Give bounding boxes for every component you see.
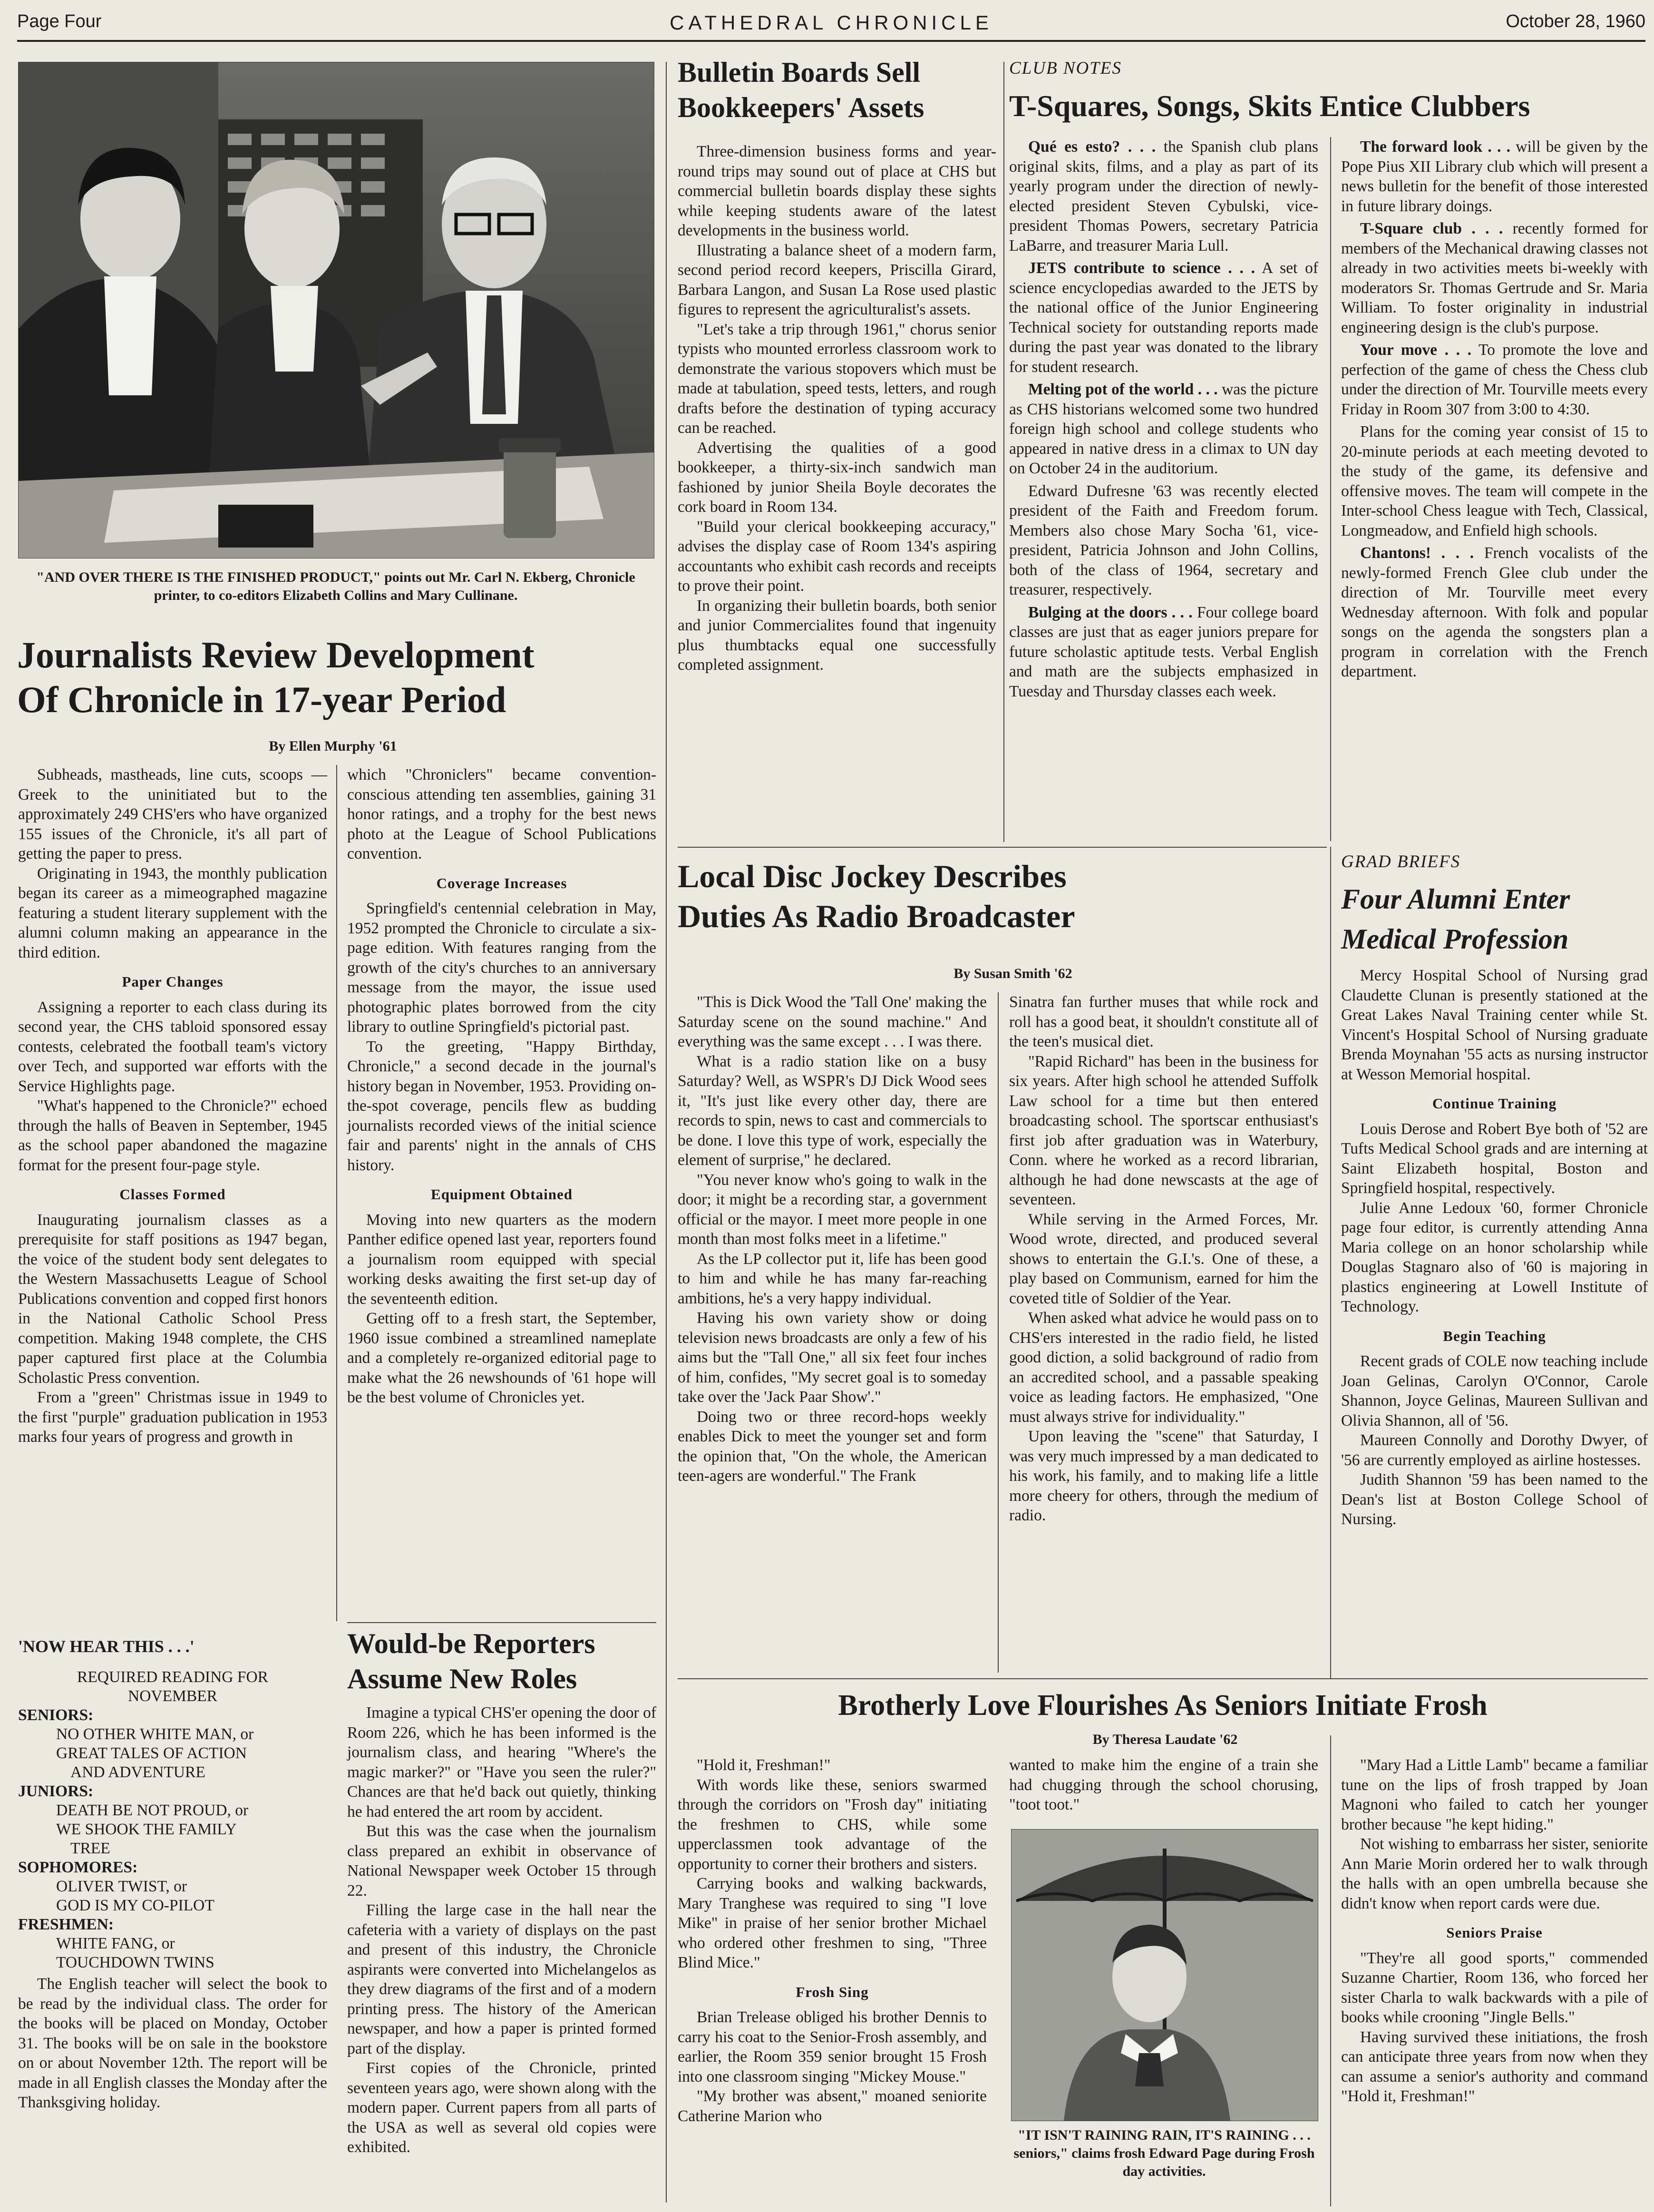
paragraph: Filling the large case in the hall near the cafeteria with a variety of displays on the past and present of this industry, the Chronicle aspirants were converted into Michelangelos as they drew diagrams of the first and of a modern printing press. The history of the American newspaper, and how a paper is printed formed part of the display. <box>347 1901 656 2057</box>
frosh-column-2 <box>1009 1755 1318 1815</box>
journalists-headline <box>17 633 664 722</box>
paragraph: Mercy Hospital School of Nursing grad Claudette Clunan is presently stationed at the Great Lakes Naval Training center while St. Vincent's Hospital School of Nursing graduate Brenda Moynahan '55 acts as nursing instructor at Wesson Memorial hospital. <box>1341 967 1648 1083</box>
reading-title: 'NOW HEAR THIS . . .' <box>18 1637 195 1656</box>
paragraph: "What's happened to the Chronicle?" echoed through the halls of Beaven in September, 1945 as the school paper abandoned the magazine format for the present four-page style. <box>18 1097 327 1174</box>
grad-headline-line2: Medical Profession <box>1341 923 1569 955</box>
paragraph: Julie Anne Ledoux '60, former Chronicle page four editor, is currently attending Anna Maria college on an honor scholarship while Douglas Stagnaro also of '60 is majoring in plastics engineering at Lowell Institute of Technology. <box>1341 1199 1648 1315</box>
paragraph: Moving into new quarters as the modern Panther edifice opened last year, reporters found a journalism room equipped with special working desks awaiting the first set-up day of the seventeenth edition. <box>347 1211 656 1308</box>
reading-note-wrap <box>18 1974 327 2113</box>
paragraph: which "Chroniclers" became convention-conscious attending ten assemblies, gaining 31 honor ratings, and a trophy for the best news photo at the League of School Publications convention. <box>347 766 656 862</box>
issue-date: October 28, 1960 <box>1506 11 1645 31</box>
paragraph: "You never know who's going to walk in the door; it might be a recording star, a government official or the mayor. I meet more people in one month than most folks meet in a lifetime." <box>678 1171 987 1248</box>
photo-printer-caption: "AND OVER THERE IS THE FINISHED PRODUCT," points out Mr. Carl N. Ekberg, Chronicle printer, to co-editors Elizabeth Collins and Mary Cullinane. <box>36 569 635 603</box>
bulletin-headline-line1: Bulletin Boards Sell <box>678 57 921 88</box>
paper-name: CATHEDRAL CHRONICLE <box>670 11 993 34</box>
journalists-column-rule <box>336 765 337 1621</box>
paragraph: "This is Dick Wood the 'Tall One' making the Saturday scene on the sound machine." And everything was the same except . . . I was there. <box>678 993 987 1050</box>
paragraph-lead: Chantons! . . . <box>1360 544 1474 562</box>
paragraph-lead: JETS contribute to science . . . <box>1028 259 1255 277</box>
clubs-column-1 <box>1009 137 1318 704</box>
frosh-column-3 <box>1341 1755 1648 2106</box>
reading-item: GOD IS MY CO-PILOT <box>56 1897 214 1914</box>
paragraph: But this was the case when the journalism class prepared an exhibit in observance of National Newspaper week October 15 through 22. <box>347 1822 656 1899</box>
paragraph: In organizing their bulletin boards, both senior and junior Commercialites found that ingenuity plus thumbtacks equal one successfully completed assignment. <box>678 597 996 674</box>
grad-rule <box>1330 847 1331 1679</box>
reading-heading: REQUIRED READING FOR NOVEMBER <box>77 1668 268 1705</box>
paragraph: Brian Trelease obliged his brother Dennis to carry his coat to the Senior-Frosh assembly, and earlier, the Room 359 senior brought 15 Frosh into one classroom singing "Mickey Mouse." <box>678 2008 987 2085</box>
clubs-column-2 <box>1341 137 1648 685</box>
paragraph: The forward look . . . will be given by the Pope Pius XII Library club which will present a news bulletin for the benefit of those interested in future library doings. <box>1341 138 1648 215</box>
paragraph-lead: T-Square club . . . <box>1360 220 1503 237</box>
paragraph: Edward Dufresne '63 was recently elected president of the Faith and Freedom forum. Members also chose Mary Socha '61, vice-president, Patricia Johnson and John Collins, both of the class of 1964, secretary and treasurer, respectively. <box>1009 482 1318 598</box>
paragraph: Maureen Connolly and Dorothy Dwyer, of '56 are currently employed as airline hostesses. <box>1341 1431 1648 1469</box>
paragraph: While serving in the Armed Forces, Mr. Wood wrote, directed, and produced several shows to entertain the G.I.'s. One of these, a play based on Communism, earned for him the coveted title of Soldier of the Year. <box>1009 1210 1318 1307</box>
paragraph: Inaugurating journalism classes as a prerequisite for staff positions as 1947 began, the voice of the student body sent delegates to the Western Massachusetts League of School Publications convention and copped first honors in the National Catholic School Press competition. Making 1948 complete, the CHS paper captured first place at the Columbia Scholastic Press convention. <box>18 1211 327 1387</box>
paragraph: To the greeting, "Happy Birthday, Chronicle," a second decade in the journal's history began in November, 1953. Providing on-the-spot coverage, pencils flew as budding journalists recorded views of the initial science fair and parents' night in the annals of CHS history. <box>347 1037 656 1174</box>
reporters-headline <box>347 1626 656 1696</box>
paragraph: Chantons! . . . French vocalists of the newly-formed French Glee club under the direction of Mr. Tourville meet every Wednesday afternoon. With folk and popular songs on the agenda the songsters plan a program in correlation with the French department. <box>1341 544 1648 680</box>
paragraph: T-Square club . . . recently formed for members of the Mechanical drawing classes not already in two activities meets bi-weekly with moderators Sr. Thomas Gertrude and Sr. Maria William. To foster originality in industrial engineering design is the club's purpose. <box>1341 220 1648 336</box>
reading-item: NO OTHER WHITE MAN, or <box>56 1725 254 1743</box>
paragraph: As the LP collector put it, life has been good to him and while he has many far-reaching ambitions, he's a very happy individual. <box>678 1250 987 1307</box>
subhead: Equipment Obtained <box>431 1186 573 1203</box>
subhead: Coverage Increases <box>436 874 567 891</box>
reading-groups <box>18 1706 327 1972</box>
subhead: Paper Changes <box>122 973 224 990</box>
bulletin-rule <box>1003 62 1004 842</box>
reading-item: AND ADVENTURE <box>70 1763 205 1781</box>
paragraph: "They're all good sports," commended Suzanne Chartier, Room 136, who forced her sister Charla to walk backwards with a pile of books while crooning "Jingle Bells." <box>1341 1949 1648 2026</box>
reading-item: DEATH BE NOT PROUD, or <box>56 1801 249 1819</box>
paragraph-lead: Qué es esto? . . . <box>1028 138 1156 156</box>
paragraph: Doing two or three record-hops weekly enables Dick to meet the younger set and form the opinion that, "On the whole, the American teen-agers are wonderful." The Frank <box>678 1408 987 1485</box>
journalists-headline-line2: Of Chronicle in 17-year Period <box>17 679 506 720</box>
reading-group-label: FRESHMEN: <box>18 1916 114 1933</box>
paragraph: wanted to make him the engine of a train she had chugging through the school chorusing, "toot toot." <box>1009 1756 1318 1813</box>
paragraph-lead: Melting pot of the world . . . <box>1028 381 1218 398</box>
masthead <box>17 9 1645 42</box>
paragraph: Assigning a reporter to each class during its second year, the CHS tabloid sponsored essay contests, celebrated the football team's victory over Tech, and supported war efforts with the Service Highlights page. <box>18 998 327 1095</box>
paragraph: With words like these, seniors swarmed through the corridors on "Frosh day" initiating the freshmen to CHS, while some upperclassmen took advantage of the opportunity to corner their brothers and sisters. <box>678 1776 987 1873</box>
subhead: Seniors Praise <box>1446 1924 1543 1941</box>
paragraph: Plans for the coming year consist of 15 to 20-minute periods at each meeting devoted to the study of the game, its defensive and offensive moves. The team will compete in the Inter-school Chess league with Tech, Classical, Longmeadow, and Enfield high schools. <box>1341 423 1648 539</box>
reporters-headline-line1: Would-be Reporters <box>347 1628 595 1659</box>
journalists-byline: By Ellen Murphy '61 <box>269 738 397 754</box>
reading-item: TOUCHDOWN TWINS <box>56 1954 214 1971</box>
paragraph: Upon leaving the "scene" that Saturday, I was very much impressed by a man dedicated to his work, his family, and to making life a little more cheery for others, through the medium of radio. <box>1009 1428 1318 1524</box>
grad-body <box>1341 966 1648 1529</box>
reading-item: TREE <box>70 1840 110 1857</box>
paragraph: When asked what advice he would pass on to CHS'ers interested in the radio field, he listed good diction, a solid background of radio from an accredited school, and a passable speaking voice as leading factors. He emphasized, "One must always strive for individuality." <box>1009 1309 1318 1426</box>
frosh-headline: Brotherly Love Flourishes As Seniors Initiate Frosh <box>838 1689 1488 1722</box>
journalists-headline-line1: Journalists Review Development <box>17 634 535 675</box>
reporters-top-rule <box>347 1622 656 1623</box>
grad-headline-line1: Four Alumni Enter <box>1341 883 1570 915</box>
photo-printer-editors-image <box>19 62 654 558</box>
disc-column-2 <box>1009 992 1318 1526</box>
paragraph: Judith Shannon '59 has been named to the Dean's list at Boston College School of Nursing. <box>1341 1471 1648 1528</box>
subhead: Classes Formed <box>119 1186 226 1203</box>
disc-headline-line1: Local Disc Jockey Describes <box>678 858 1067 894</box>
bulletin-headline <box>678 55 996 125</box>
photo-printer-editors <box>18 62 654 558</box>
left-section-rule <box>666 62 667 2202</box>
paragraph-lead: The forward look . . . <box>1360 138 1511 156</box>
paragraph: "My brother was absent," moaned seniorite Catherine Marion who <box>678 2087 987 2125</box>
reading-box <box>18 1636 327 2113</box>
paragraph: Advertising the qualities of a good bookkeeper, a thirty-six-inch sandwich man fashioned by junior Sheila Boyle decorates the cork board in Room 134. <box>678 439 996 516</box>
clubs-kicker: CLUB NOTES <box>1009 59 1122 78</box>
journalists-column-1 <box>18 765 327 1447</box>
grad-kicker: GRAD BRIEFS <box>1341 852 1461 871</box>
subhead: Begin Teaching <box>1443 1327 1546 1344</box>
bulletin-headline-line2: Bookkeepers' Assets <box>678 92 924 123</box>
paragraph-lead: Your move . . . <box>1360 341 1472 359</box>
journalists-column-2 <box>347 765 656 1408</box>
photo-frosh-umbrella <box>1011 1829 1318 2121</box>
reading-list <box>18 1668 327 1972</box>
reading-item: GREAT TALES OF ACTION <box>56 1744 247 1762</box>
frosh-byline: By Theresa Laudate '62 <box>1092 1732 1238 1747</box>
paragraph: Not wishing to embarrass her sister, seniorite Ann Marie Morin ordered her to walk through the halls with an open umbrella because she didn't know when report cards were due. <box>1341 1835 1648 1912</box>
reporters-body <box>347 1703 656 2157</box>
reading-group-label: JUNIORS: <box>18 1782 94 1800</box>
reading-item: OLIVER TWIST, or <box>56 1878 187 1895</box>
paragraph: Originating in 1943, the monthly publication began its career as a mimeographed magazine featuring a student literary supplement with the alumni column making an appearance in the third edition. <box>18 864 327 961</box>
frosh-column-1 <box>678 1755 987 2126</box>
frosh-photo-caption: "IT ISN'T RAINING RAIN, IT'S RAINING . . . seniors," claims frosh Edward Page during Frosh day activities. <box>1013 2127 1315 2179</box>
paragraph: Three-dimension business forms and year-round trips may sound out of place at CHS but commercial bulletin boards display these sights while keeping students aware of the latest developments in the business world. <box>678 143 996 239</box>
paragraph: Bulging at the doors . . . Four college board classes are just that as eager juniors prepare for future scholastic aptitude tests. Verbal English and math are the subjects emphasized in Tuesday and Thursday classes each week. <box>1009 603 1318 700</box>
subhead: Frosh Sing <box>796 1983 869 2000</box>
paragraph: Melting pot of the world . . . was the picture as CHS historians welcomed some two hundred foreign high school and college students who appeared in native dress in a climax to UN day on October 24 in the auditorium. <box>1009 381 1318 477</box>
disc-headline-line2: Duties As Radio Broadcaster <box>678 898 1075 934</box>
paragraph: Recent grads of COLE now teaching include Joan Gelinas, Carolyn O'Connor, Carole Shannon, Joyce Gelinas, Maureen Sullivan and Olivia Shannon, all of '56. <box>1341 1352 1648 1429</box>
photo-frosh-umbrella-image <box>1012 1830 1318 2121</box>
clubs-headline: T-Squares, Songs, Skits Entice Clubbers <box>1009 89 1530 123</box>
paragraph: "Let's take a trip through 1961," chorus senior typists who mounted errorless classroom work to demonstrate the various stopovers which must be made at tabulation, speed tests, letters, and rough drafts before the destination of typing accuracy can be reached. <box>678 320 996 437</box>
paragraph: "Mary Had a Little Lamb" became a familiar tune on the lips of frosh trapped by Joan Magnoni who failed to catch her younger brother because "he kept hiding." <box>1341 1756 1648 1833</box>
subhead: Continue Training <box>1432 1095 1557 1112</box>
frosh-right-rule <box>1330 1735 1331 2206</box>
disc-top-rule <box>678 847 1327 848</box>
paragraph: Qué es esto? . . . the Spanish club plans original skits, films, and a play as part of its yearly program under the direction of newly-elected president Steven Cybulski, vice-president Thomas Powers, secretary Patricia LaBarre, and treasurer Maria Lull. <box>1009 138 1318 254</box>
reading-group-label: SENIORS: <box>18 1706 94 1724</box>
paragraph: Springfield's centennial celebration in May, 1952 prompted the Chronicle to circulate a six-page edition. With features ranging from the growth of the city's churches to an anniversary message from the mayor, the issue used photographic plates borrowed from the city library to outline Springfield's pictorial past. <box>347 900 656 1036</box>
paragraph: Getting off to a fresh start, the September, 1960 issue combined a streamlined nameplate and a completely re-organized editorial page to make what the 26 newshounds of '61 hope will be the best volume of Chronicles yet. <box>347 1310 656 1406</box>
paragraph: Subheads, mastheads, line cuts, scoops — Greek to the uninitiated but to the approximately 249 CHS'ers who have organized 155 issues of the Chronicle, it's all part of getting the paper to press. <box>18 766 327 862</box>
paragraph: From a "green" Christmas issue in 1949 to the first "purple" graduation publication in 1953 marks four years of progress and growth in <box>18 1389 327 1446</box>
frosh-top-rule <box>678 1678 1648 1679</box>
disc-column-rule <box>998 992 999 1673</box>
paragraph: Illustrating a balance sheet of a modern farm, second period record keepers, Priscilla Girard, Barbara Langon, and Susan La Rose used plastic figures to represent the agriculturalist's assets. <box>678 241 996 318</box>
grad-headline <box>1341 879 1648 959</box>
paragraph: Having survived these initiations, the frosh can anticipate three years from now when they can assume a senior's authority and command "Hold it, Freshman!" <box>1341 2028 1648 2105</box>
clubs-column-rule <box>1330 137 1331 841</box>
paragraph: "Build your clerical bookkeeping accuracy," advises the display case of Room 134's aspiring accountants who exhibit cash records and receipts to prove their point. <box>678 518 996 595</box>
reading-item: WHITE FANG, or <box>56 1935 175 1952</box>
disc-byline: By Susan Smith '62 <box>953 966 1072 981</box>
paragraph: Your move . . . To promote the love and perfection of the game of chess the Chess club under the direction of Mr. Tourville meets every Friday in Room 307 from 3:00 to 4:30. <box>1341 341 1648 418</box>
paragraph: Louis Derose and Robert Bye both of '52 are Tufts Medical School grads and are interning at Saint Elizabeth hospital, Boston and Springfield hospital, respectively. <box>1341 1120 1648 1197</box>
reading-note: The English teacher will select the book to be read by the individual class. The order for the books will be placed on Monday, October 31. The books will be on sale in the bookstore on or about November 12th. The report will be made in all English classes the Monday after the Thanksgiving holiday. <box>18 1975 327 2111</box>
paragraph: "Hold it, Freshman!" <box>697 1756 831 1774</box>
paragraph-lead: Bulging at the doors . . . <box>1028 603 1193 621</box>
paragraph: What is a radio station like on a busy Saturday? Well, as WSPR's DJ Dick Wood sees it, "It's just like every other day, there are records to spin, news to cast and commercials to be done. I love this type of work, especially the element of surprise," he declared. <box>678 1052 987 1169</box>
disc-headline <box>678 856 1327 936</box>
paragraph: Having his own variety show or doing television news broadcasts are only a few of his aims but the "Tall One," all six feet four inches of him, confides, "My secret goal is to someday take over the 'Jack Paar Show'." <box>678 1309 987 1406</box>
reading-group-label: SOPHOMORES: <box>18 1859 138 1876</box>
paragraph: First copies of the Chronicle, printed seventeen years ago, were shown along with the modern paper. Current papers from all parts of the USA as well as several old copies were exhibited. <box>347 2059 656 2156</box>
page-number: Page Four <box>17 11 102 31</box>
reading-item: WE SHOOK THE FAMILY <box>56 1820 237 1838</box>
bulletin-body <box>678 142 996 675</box>
reporters-headline-line2: Assume New Roles <box>347 1663 577 1694</box>
paragraph: "Rapid Richard" has been in the business for six years. After high school he attended Suffolk Law school for a time but then entered broadcasting school. The sportscar enthusiast's first job after graduation was in Waterbury, Conn. where he worked as a record librarian, although he had done newscasts at the age of seventeen. <box>1009 1052 1318 1208</box>
paragraph: Sinatra fan further muses that while rock and roll has a good beat, it shouldn't constitute all of the teen's musical diet. <box>1009 993 1318 1050</box>
paragraph: Imagine a typical CHS'er opening the door of Room 226, which he has been informed is the journalism class, and hearing "Where's the magic marker?" or "Have you seen the ruler?" Chances are that he'd back out quietly, thinking he had entered the art room by accident. <box>347 1704 656 1820</box>
disc-column-1 <box>678 992 987 1486</box>
paragraph: Carrying books and walking backwards, Mary Tranghese was required to sing "I love Mike" in praise of her senior brother Michael who ordered other freshmen to sing, "Three Blind Mice." <box>678 1875 987 1971</box>
paragraph: JETS contribute to science . . . A set of science encyclopedias awarded to the JETS by the national office of the Junior Engineering Technical society for outstanding reports made during the past year was donated to the library for student research. <box>1009 259 1318 376</box>
